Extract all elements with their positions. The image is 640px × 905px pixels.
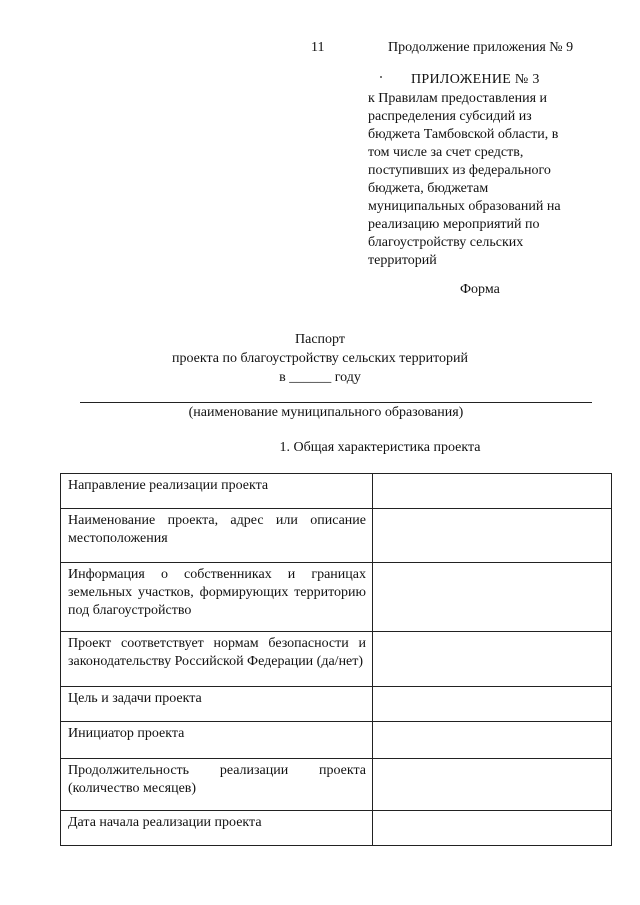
table-row <box>61 759 612 811</box>
table-row <box>61 563 612 632</box>
municipality-underline <box>80 402 592 403</box>
row-value[interactable] <box>373 759 612 811</box>
row-value[interactable] <box>373 811 612 846</box>
row-value[interactable] <box>373 563 612 632</box>
appendix-line: реализацию мероприятий по <box>368 217 540 232</box>
row-label: Инициатор проекта <box>61 722 373 759</box>
appendix-line: том числе за счет средств, <box>368 145 524 160</box>
row-label: Дата начала реализации проекта <box>61 811 373 846</box>
appendix-line: муниципальных образований на <box>368 199 561 214</box>
row-value[interactable] <box>373 474 612 509</box>
appendix-line: поступивших из федерального <box>368 163 551 178</box>
appendix-line: распределения субсидий из <box>368 109 532 124</box>
passport-title: Паспорт <box>295 332 345 347</box>
scan-speck <box>380 76 382 78</box>
continuation-note: Продолжение приложения № 9 <box>388 40 574 55</box>
row-label: Информация о собственниках и границах земельных участков, формирующих территорию под благоустройство <box>61 563 373 632</box>
table-row <box>61 687 612 722</box>
appendix-line: к Правилам предоставления и <box>368 91 548 106</box>
passport-year-line: в ______ году <box>279 370 361 385</box>
appendix-line: территорий <box>368 253 437 268</box>
row-value[interactable] <box>373 687 612 722</box>
project-characteristics-table <box>60 473 612 846</box>
section-title: 1. Общая характеристика проекта <box>279 440 481 455</box>
appendix-title: ПРИЛОЖЕНИЕ № 3 <box>411 72 540 87</box>
row-value[interactable] <box>373 722 612 759</box>
appendix-line: бюджета, бюджетам <box>368 181 489 196</box>
form-label: Форма <box>460 282 500 297</box>
row-value[interactable] <box>373 632 612 687</box>
row-label: Проект соответствует нормам безопасности и законодательству Российской Федерации (да/нет) <box>61 632 373 687</box>
municipality-caption: (наименование муниципального образования) <box>188 405 464 420</box>
row-label: Направление реализации проекта <box>61 474 373 509</box>
appendix-line: бюджета Тамбовской области, в <box>368 127 559 142</box>
table-row <box>61 811 612 846</box>
table-row <box>61 722 612 759</box>
table-row <box>61 509 612 563</box>
row-value[interactable] <box>373 509 612 563</box>
table-row <box>61 474 612 509</box>
appendix-line: благоустройству сельских <box>368 235 524 250</box>
page-number: 11 <box>311 40 325 55</box>
row-label: Наименование проекта, адрес или описание местоположения <box>61 509 373 563</box>
passport-subtitle: проекта по благоустройству сельских территорий <box>171 351 468 366</box>
row-label: Продолжительность реализации проекта (количество месяцев) <box>61 759 373 811</box>
row-label: Цель и задачи проекта <box>61 687 373 722</box>
table-row <box>61 632 612 687</box>
